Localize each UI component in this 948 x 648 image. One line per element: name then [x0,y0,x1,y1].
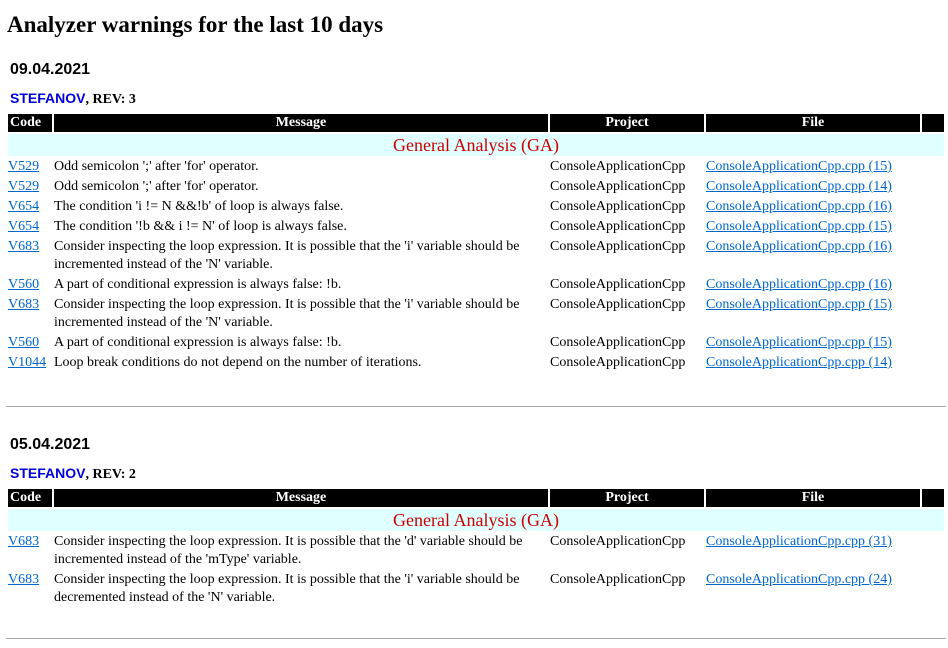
table-row [8,571,944,607]
warning-message: Consider inspecting the loop expression. It is possible that the 'i' variable should be decremented instead of the 'N' variable. [54,572,520,605]
column-header-extra [922,489,944,507]
warning-code-link[interactable]: V529 [8,159,40,174]
table-header-row [8,489,944,507]
column-header-message: Message [54,489,548,507]
warning-project: ConsoleApplicationCpp [550,335,686,350]
warning-project: ConsoleApplicationCpp [550,159,686,174]
warning-message: Consider inspecting the loop expression. It is possible that the 'd' variable should be incremented instead of the 'mType' variable. [54,534,523,567]
group-label: General Analysis (GA) [8,134,944,156]
warning-message: Consider inspecting the loop expression. It is possible that the 'i' variable should be incremented instead of the 'N' variable. [54,239,520,272]
revision-label: , REV: 2 [85,467,136,482]
warning-project: ConsoleApplicationCpp [550,199,686,214]
table-row [8,238,944,274]
warnings-table [6,112,946,374]
section-date: 05.04.2021 [10,436,91,453]
column-header-code: Code [8,489,52,507]
warning-message: Consider inspecting the loop expression. It is possible that the 'i' variable should be incremented instead of the 'N' variable. [54,297,520,330]
author-name: STEFANOV [10,90,86,106]
section-divider [6,406,946,407]
table-row [8,178,944,196]
page-title: Analyzer warnings for the last 10 days [7,12,384,37]
group-row [8,509,944,531]
table-header-row [8,114,944,132]
column-header-code: Code [8,114,52,132]
warning-code-link[interactable]: V683 [8,534,40,549]
table-row [8,218,944,236]
author-line [10,464,136,484]
warning-code-link[interactable]: V683 [8,572,40,587]
warning-code-link[interactable]: V654 [8,199,40,214]
column-header-extra [922,114,944,132]
warning-code-link[interactable]: V529 [8,179,40,194]
warning-code-link[interactable]: V560 [8,277,40,292]
warning-message: Odd semicolon ';' after 'for' operator. [54,159,259,174]
warning-code-link[interactable]: V654 [8,219,40,234]
warning-file-link[interactable]: ConsoleApplicationCpp.cpp (14) [706,355,892,370]
warning-project: ConsoleApplicationCpp [550,572,686,587]
warning-message: Odd semicolon ';' after 'for' operator. [54,179,259,194]
section-divider [6,638,946,639]
warning-project: ConsoleApplicationCpp [550,277,686,292]
column-header-project: Project [550,489,704,507]
column-header-project: Project [550,114,704,132]
author-line [10,89,136,109]
warning-project: ConsoleApplicationCpp [550,297,686,312]
warning-code-link[interactable]: V683 [8,297,40,312]
warning-code-link[interactable]: V683 [8,239,40,254]
warning-project: ConsoleApplicationCpp [550,239,686,254]
author-name: STEFANOV [10,465,86,481]
warning-message: A part of conditional expression is always false: !b. [54,277,342,292]
warning-project: ConsoleApplicationCpp [550,534,686,549]
table-row [8,158,944,176]
warning-project: ConsoleApplicationCpp [550,219,686,234]
warning-file-link[interactable]: ConsoleApplicationCpp.cpp (16) [706,199,892,214]
table-row [8,276,944,294]
warning-file-link[interactable]: ConsoleApplicationCpp.cpp (16) [706,239,892,254]
warning-message: The condition 'i != N &&!b' of loop is always false. [54,199,344,214]
warning-code-link[interactable]: V1044 [8,355,47,370]
warning-file-link[interactable]: ConsoleApplicationCpp.cpp (16) [706,277,892,292]
warning-file-link[interactable]: ConsoleApplicationCpp.cpp (15) [706,219,892,234]
warning-file-link[interactable]: ConsoleApplicationCpp.cpp (14) [706,179,892,194]
table-row [8,533,944,569]
column-header-file: File [706,489,920,507]
section-date: 09.04.2021 [10,61,91,78]
warning-file-link[interactable]: ConsoleApplicationCpp.cpp (31) [706,534,892,549]
group-label: General Analysis (GA) [8,509,944,531]
warnings-table [6,487,946,609]
warning-file-link[interactable]: ConsoleApplicationCpp.cpp (15) [706,335,892,350]
table-row [8,296,944,332]
warning-file-link[interactable]: ConsoleApplicationCpp.cpp (15) [706,159,892,174]
column-header-file: File [706,114,920,132]
group-row [8,134,944,156]
warning-project: ConsoleApplicationCpp [550,355,686,370]
table-row [8,354,944,372]
warning-message: Loop break conditions do not depend on the number of iterations. [54,355,422,370]
column-header-message: Message [54,114,548,132]
table-row [8,334,944,352]
warning-project: ConsoleApplicationCpp [550,179,686,194]
table-row [8,198,944,216]
warning-message: The condition '!b && i != N' of loop is always false. [54,219,347,234]
warning-file-link[interactable]: ConsoleApplicationCpp.cpp (15) [706,297,892,312]
revision-label: , REV: 3 [85,92,136,107]
warning-file-link[interactable]: ConsoleApplicationCpp.cpp (24) [706,572,892,587]
warning-message: A part of conditional expression is always false: !b. [54,335,342,350]
warning-code-link[interactable]: V560 [8,335,40,350]
